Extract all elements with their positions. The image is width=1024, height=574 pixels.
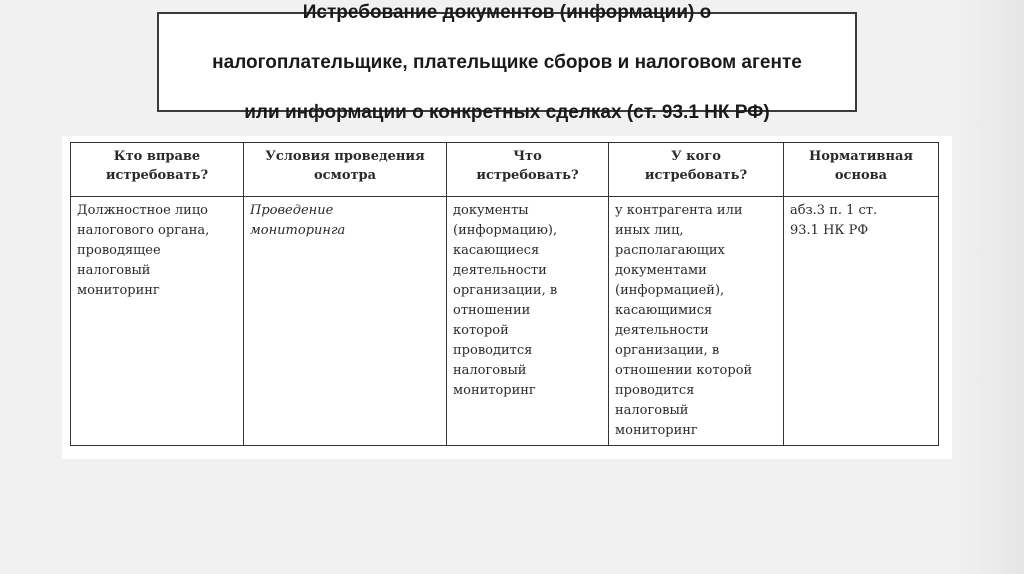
- header-from-whom: У кого истребовать?: [609, 143, 784, 197]
- cell-conditions: Проведение мониторинга: [244, 197, 447, 446]
- header-what: Что истребовать?: [447, 143, 609, 197]
- cell-from-whom: у контрагента или иных лиц, располагающих документами (информацией), касающимися деятельности организации, в отношении которой проводится налоговый мониторинг: [609, 197, 784, 446]
- slide-title-line: или информации о конкретных сделках (ст. 93.1 НК РФ): [244, 101, 770, 123]
- document-scan: [62, 136, 952, 459]
- cell-who: Должностное лицо налогового органа, проводящее налоговый мониторинг: [71, 197, 244, 446]
- header-who: Кто вправе истребовать?: [71, 143, 244, 197]
- table-header-row: [71, 143, 939, 197]
- requirements-table: [70, 142, 939, 446]
- cell-what: документы (информацию), касающиеся деятельности организации, в отношении которой проводится налоговый мониторинг: [447, 197, 609, 446]
- slide-title-line: Истребование документов (информации) о: [302, 1, 712, 23]
- slide-edge-shade: [954, 0, 1024, 574]
- slide-title-line: налогоплательщике, плательщике сборов и налоговом агенте: [212, 51, 802, 73]
- slide-title-box: [157, 1, 857, 123]
- header-legal-basis: Нормативная основа: [784, 143, 939, 197]
- header-conditions: Условия проведения осмотра: [244, 143, 447, 197]
- cell-legal-basis: абз.3 п. 1 ст. 93.1 НК РФ: [784, 197, 939, 446]
- slide-title: [212, 0, 802, 150]
- table-row: [71, 197, 939, 446]
